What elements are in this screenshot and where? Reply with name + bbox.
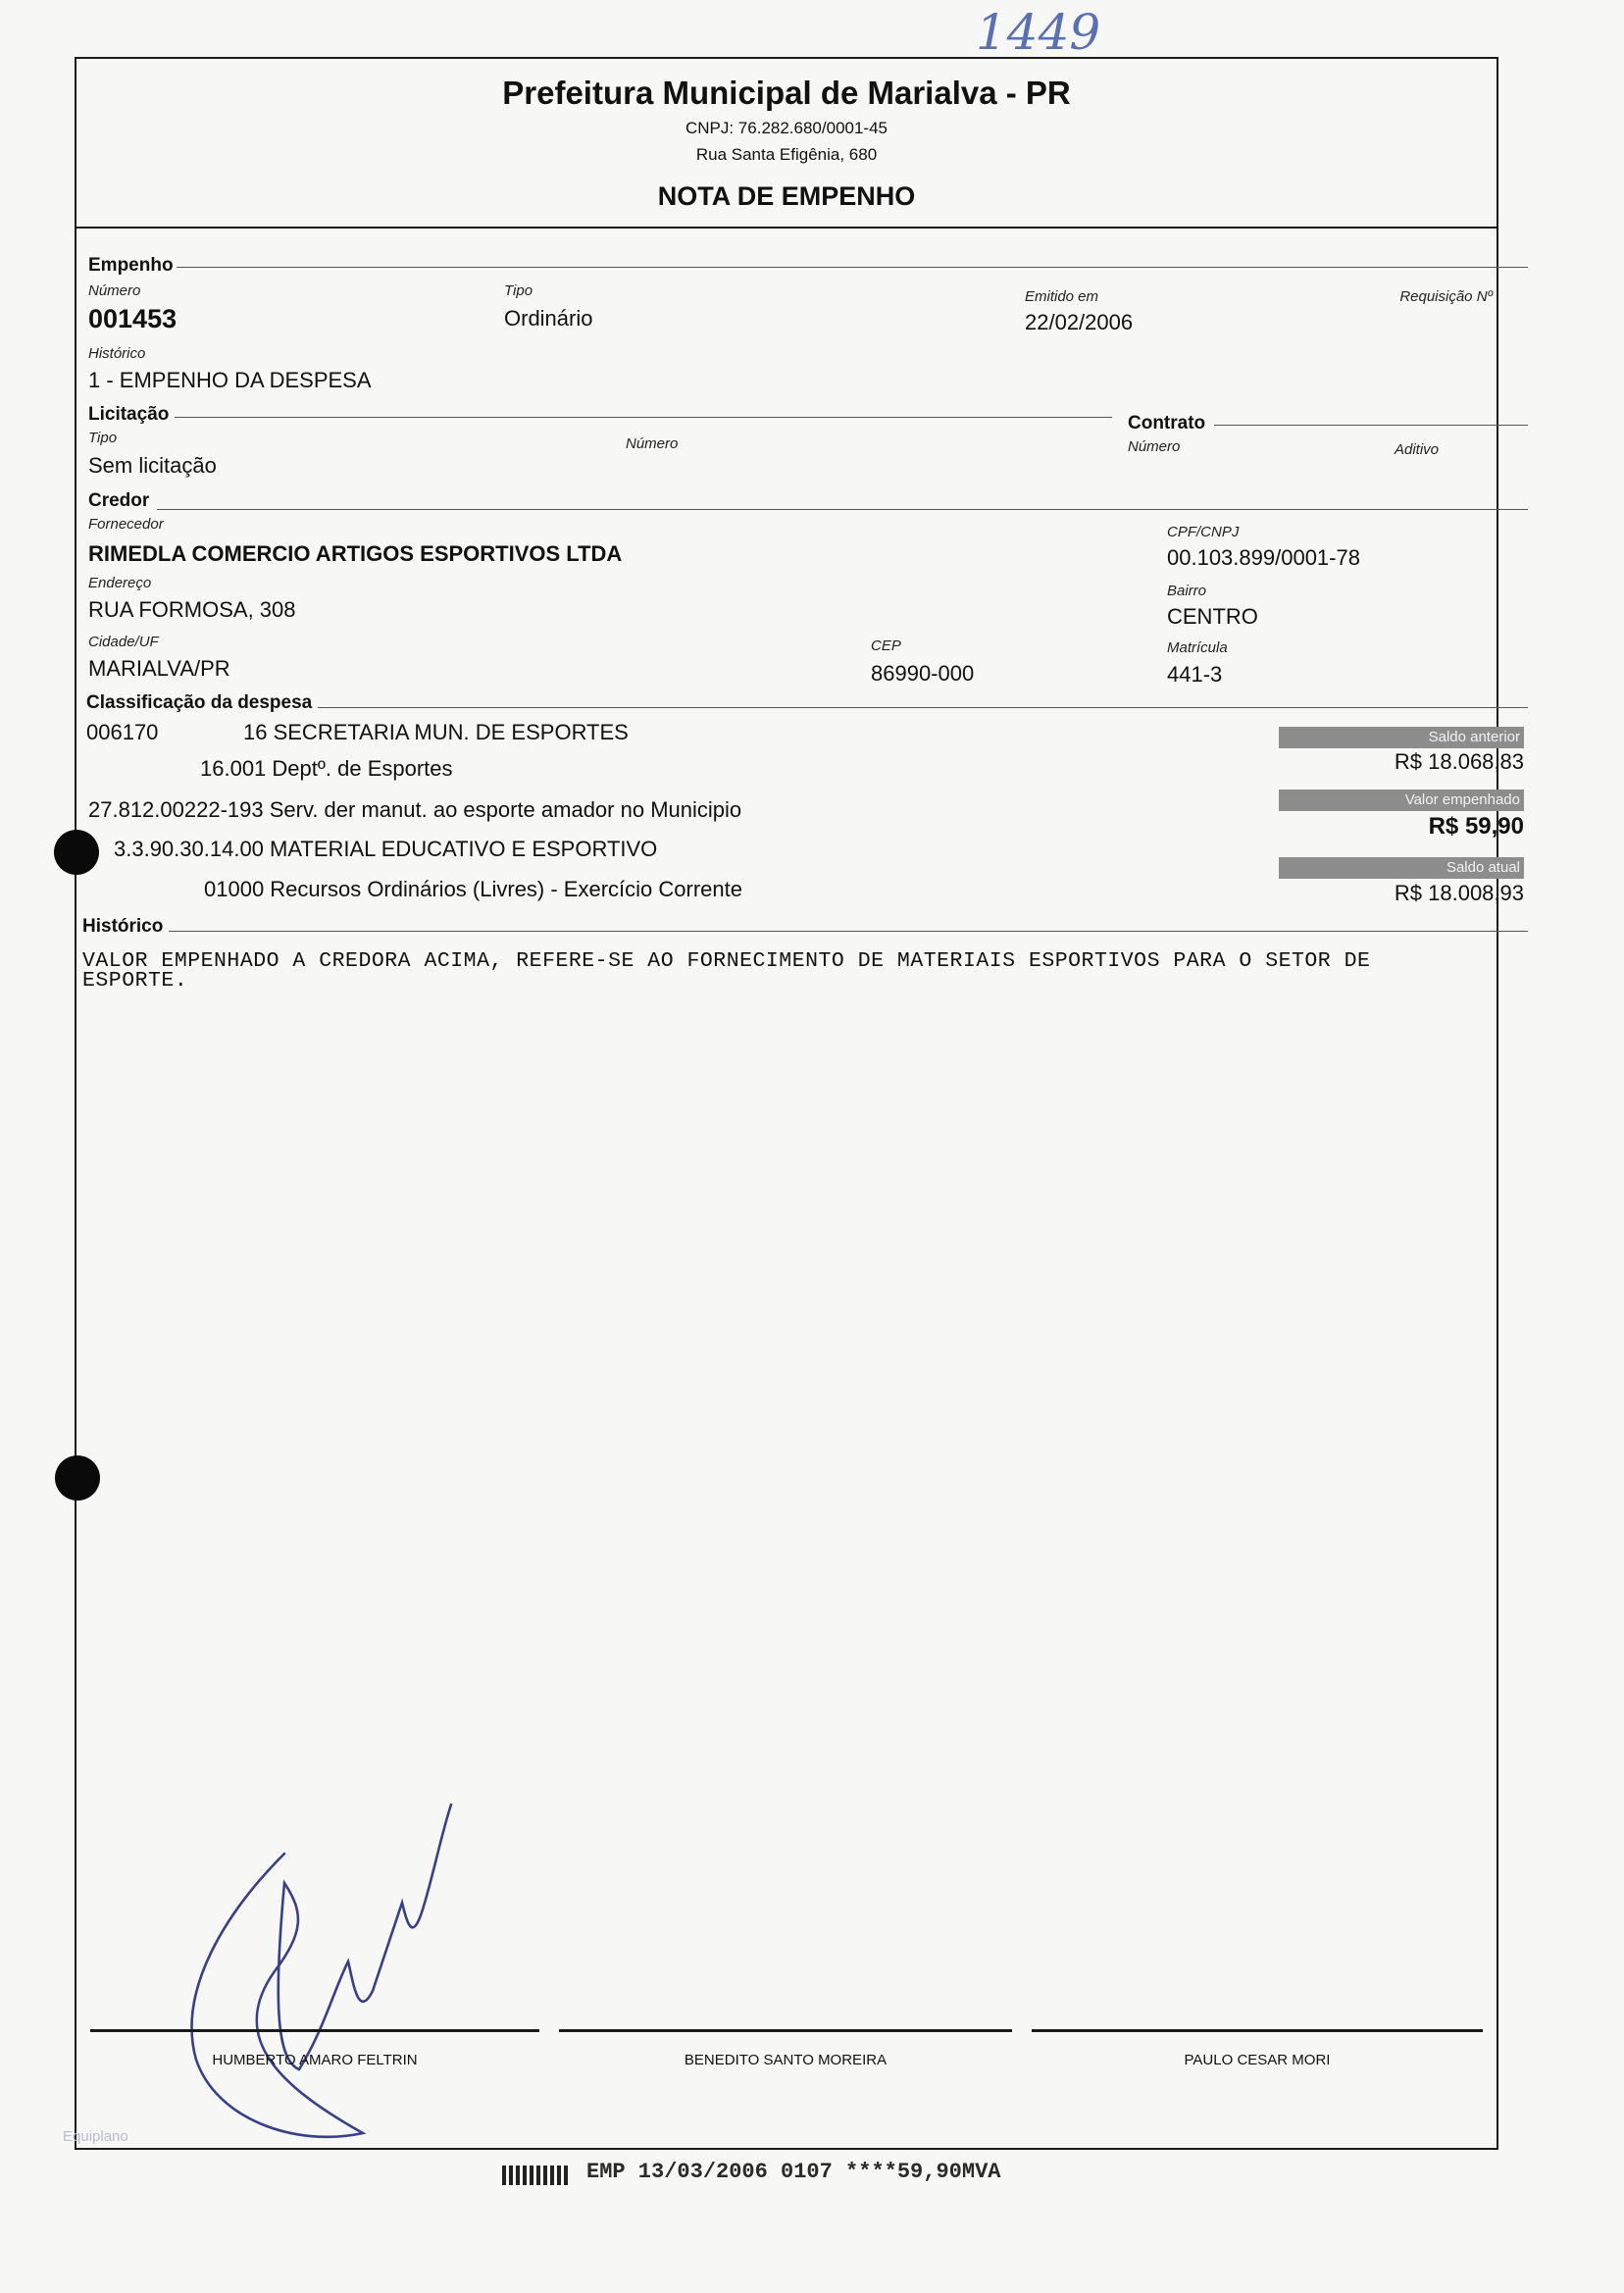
municipality-title: Prefeitura Municipal de Marialva - PR [502, 75, 1071, 111]
label-endereco: Endereço [88, 575, 152, 591]
emitted-date: 22/02/2006 [1025, 310, 1134, 334]
bank-print-glyph [502, 2166, 569, 2185]
handwritten-stamp-number: 1449 [976, 4, 1101, 61]
saldo-atual-value: R$ 18.008,93 [1394, 881, 1524, 905]
signatory-3: PAULO CESAR MORI [1184, 2052, 1331, 2068]
label-contrato-numero: Número [1128, 438, 1181, 455]
supplier-name: RIMEDLA COMERCIO ARTIGOS ESPORTIVOS LTDA [88, 541, 623, 566]
address-text: Rua Santa Efigênia, 680 [695, 145, 878, 164]
supplier-matricula: 441-3 [1167, 662, 1223, 687]
classification-resource: 01000 Recursos Ordinários (Livres) - Exercício Corrente [204, 877, 742, 901]
section-rule-empenho [177, 267, 1528, 268]
label-licitacao-numero: Número [626, 435, 679, 452]
label-cidade: Cidade/UF [88, 634, 159, 650]
signature-line-2 [559, 2029, 1012, 2032]
history-text-line2: ESPORTE. [82, 969, 188, 993]
label-emitido: Emitido em [1025, 288, 1099, 305]
valor-empenhado-value: R$ 59,90 [1428, 813, 1524, 840]
classification-department: 16.001 Deptº. de Esportes [200, 756, 453, 781]
section-label-empenho: Empenho [88, 255, 174, 276]
section-label-licitacao: Licitação [88, 404, 170, 425]
handwritten-signature [167, 1795, 461, 2158]
bank-authentication-print: EMP 13/03/2006 0107 ****59,90MVA [586, 2160, 1001, 2184]
label-requisicao: Requisição Nº [1399, 288, 1493, 305]
document-title: NOTA DE EMPENHO [657, 181, 916, 211]
section-label-historico: Histórico [82, 916, 164, 937]
label-contrato-aditivo: Aditivo [1395, 441, 1440, 458]
section-rule-licitacao [175, 417, 1112, 418]
software-watermark: Equiplano [63, 2128, 128, 2145]
signatory-1: HUMBERTO AMARO FELTRIN [212, 2052, 418, 2068]
label-cpf-cnpj: CPF/CNPJ [1167, 524, 1240, 540]
valor-empenhado-label: Valor empenhado [1279, 790, 1524, 811]
label-cep: CEP [871, 637, 901, 654]
punch-hole-top [54, 830, 99, 875]
classification-program: 27.812.00222-193 Serv. der manut. ao esporte amador no Municipio [88, 797, 742, 822]
empenho-type: Ordinário [504, 306, 593, 331]
supplier-address: RUA FORMOSA, 308 [88, 597, 296, 622]
signature-line-3 [1032, 2029, 1483, 2032]
cnpj-text: CNPJ: 76.282.680/0001-45 [685, 119, 888, 137]
supplier-cnpj: 00.103.899/0001-78 [1167, 545, 1360, 570]
section-label-credor: Credor [88, 490, 150, 511]
label-bairro: Bairro [1167, 583, 1207, 599]
punch-hole-bottom [55, 1455, 100, 1501]
classification-secretaria: 16 SECRETARIA MUN. DE ESPORTES [243, 720, 629, 744]
section-label-classificacao: Classificação da despesa [86, 692, 313, 713]
saldo-anterior-value: R$ 18.068,83 [1394, 749, 1524, 774]
label-historico-empenho: Histórico [88, 345, 146, 362]
classification-code: 006170 [86, 720, 159, 744]
section-rule-credor [157, 509, 1528, 510]
label-numero: Número [88, 282, 141, 299]
label-fornecedor: Fornecedor [88, 516, 164, 533]
label-licitacao-tipo: Tipo [88, 430, 118, 446]
history-text-line1: VALOR EMPENHADO A CREDORA ACIMA, REFERE-SE AO FORNECIMENTO DE MATERIAIS ESPORTIVOS PARA O SETOR DE [82, 949, 1371, 973]
licitacao-type: Sem licitação [88, 453, 217, 478]
signatory-2: BENEDITO SANTO MOREIRA [684, 2052, 888, 2068]
section-label-contrato: Contrato [1128, 413, 1206, 433]
section-rule-contrato [1214, 425, 1528, 426]
empenho-number: 001453 [88, 304, 178, 333]
saldo-atual-label: Saldo atual [1279, 857, 1524, 879]
supplier-cep: 86990-000 [871, 661, 975, 686]
supplier-city: MARIALVA/PR [88, 656, 230, 681]
section-rule-historico [169, 931, 1528, 932]
header-divider [75, 227, 1498, 229]
section-rule-classificacao [318, 707, 1528, 708]
supplier-bairro: CENTRO [1167, 604, 1258, 629]
classification-element: 3.3.90.30.14.00 MATERIAL EDUCATIVO E ESPORTIVO [114, 837, 658, 861]
saldo-anterior-label: Saldo anterior [1279, 727, 1524, 748]
label-tipo: Tipo [504, 282, 533, 299]
signature-line-1 [90, 2029, 539, 2032]
label-matricula: Matrícula [1167, 639, 1228, 656]
empenho-history: 1 - EMPENHO DA DESPESA [88, 368, 372, 392]
